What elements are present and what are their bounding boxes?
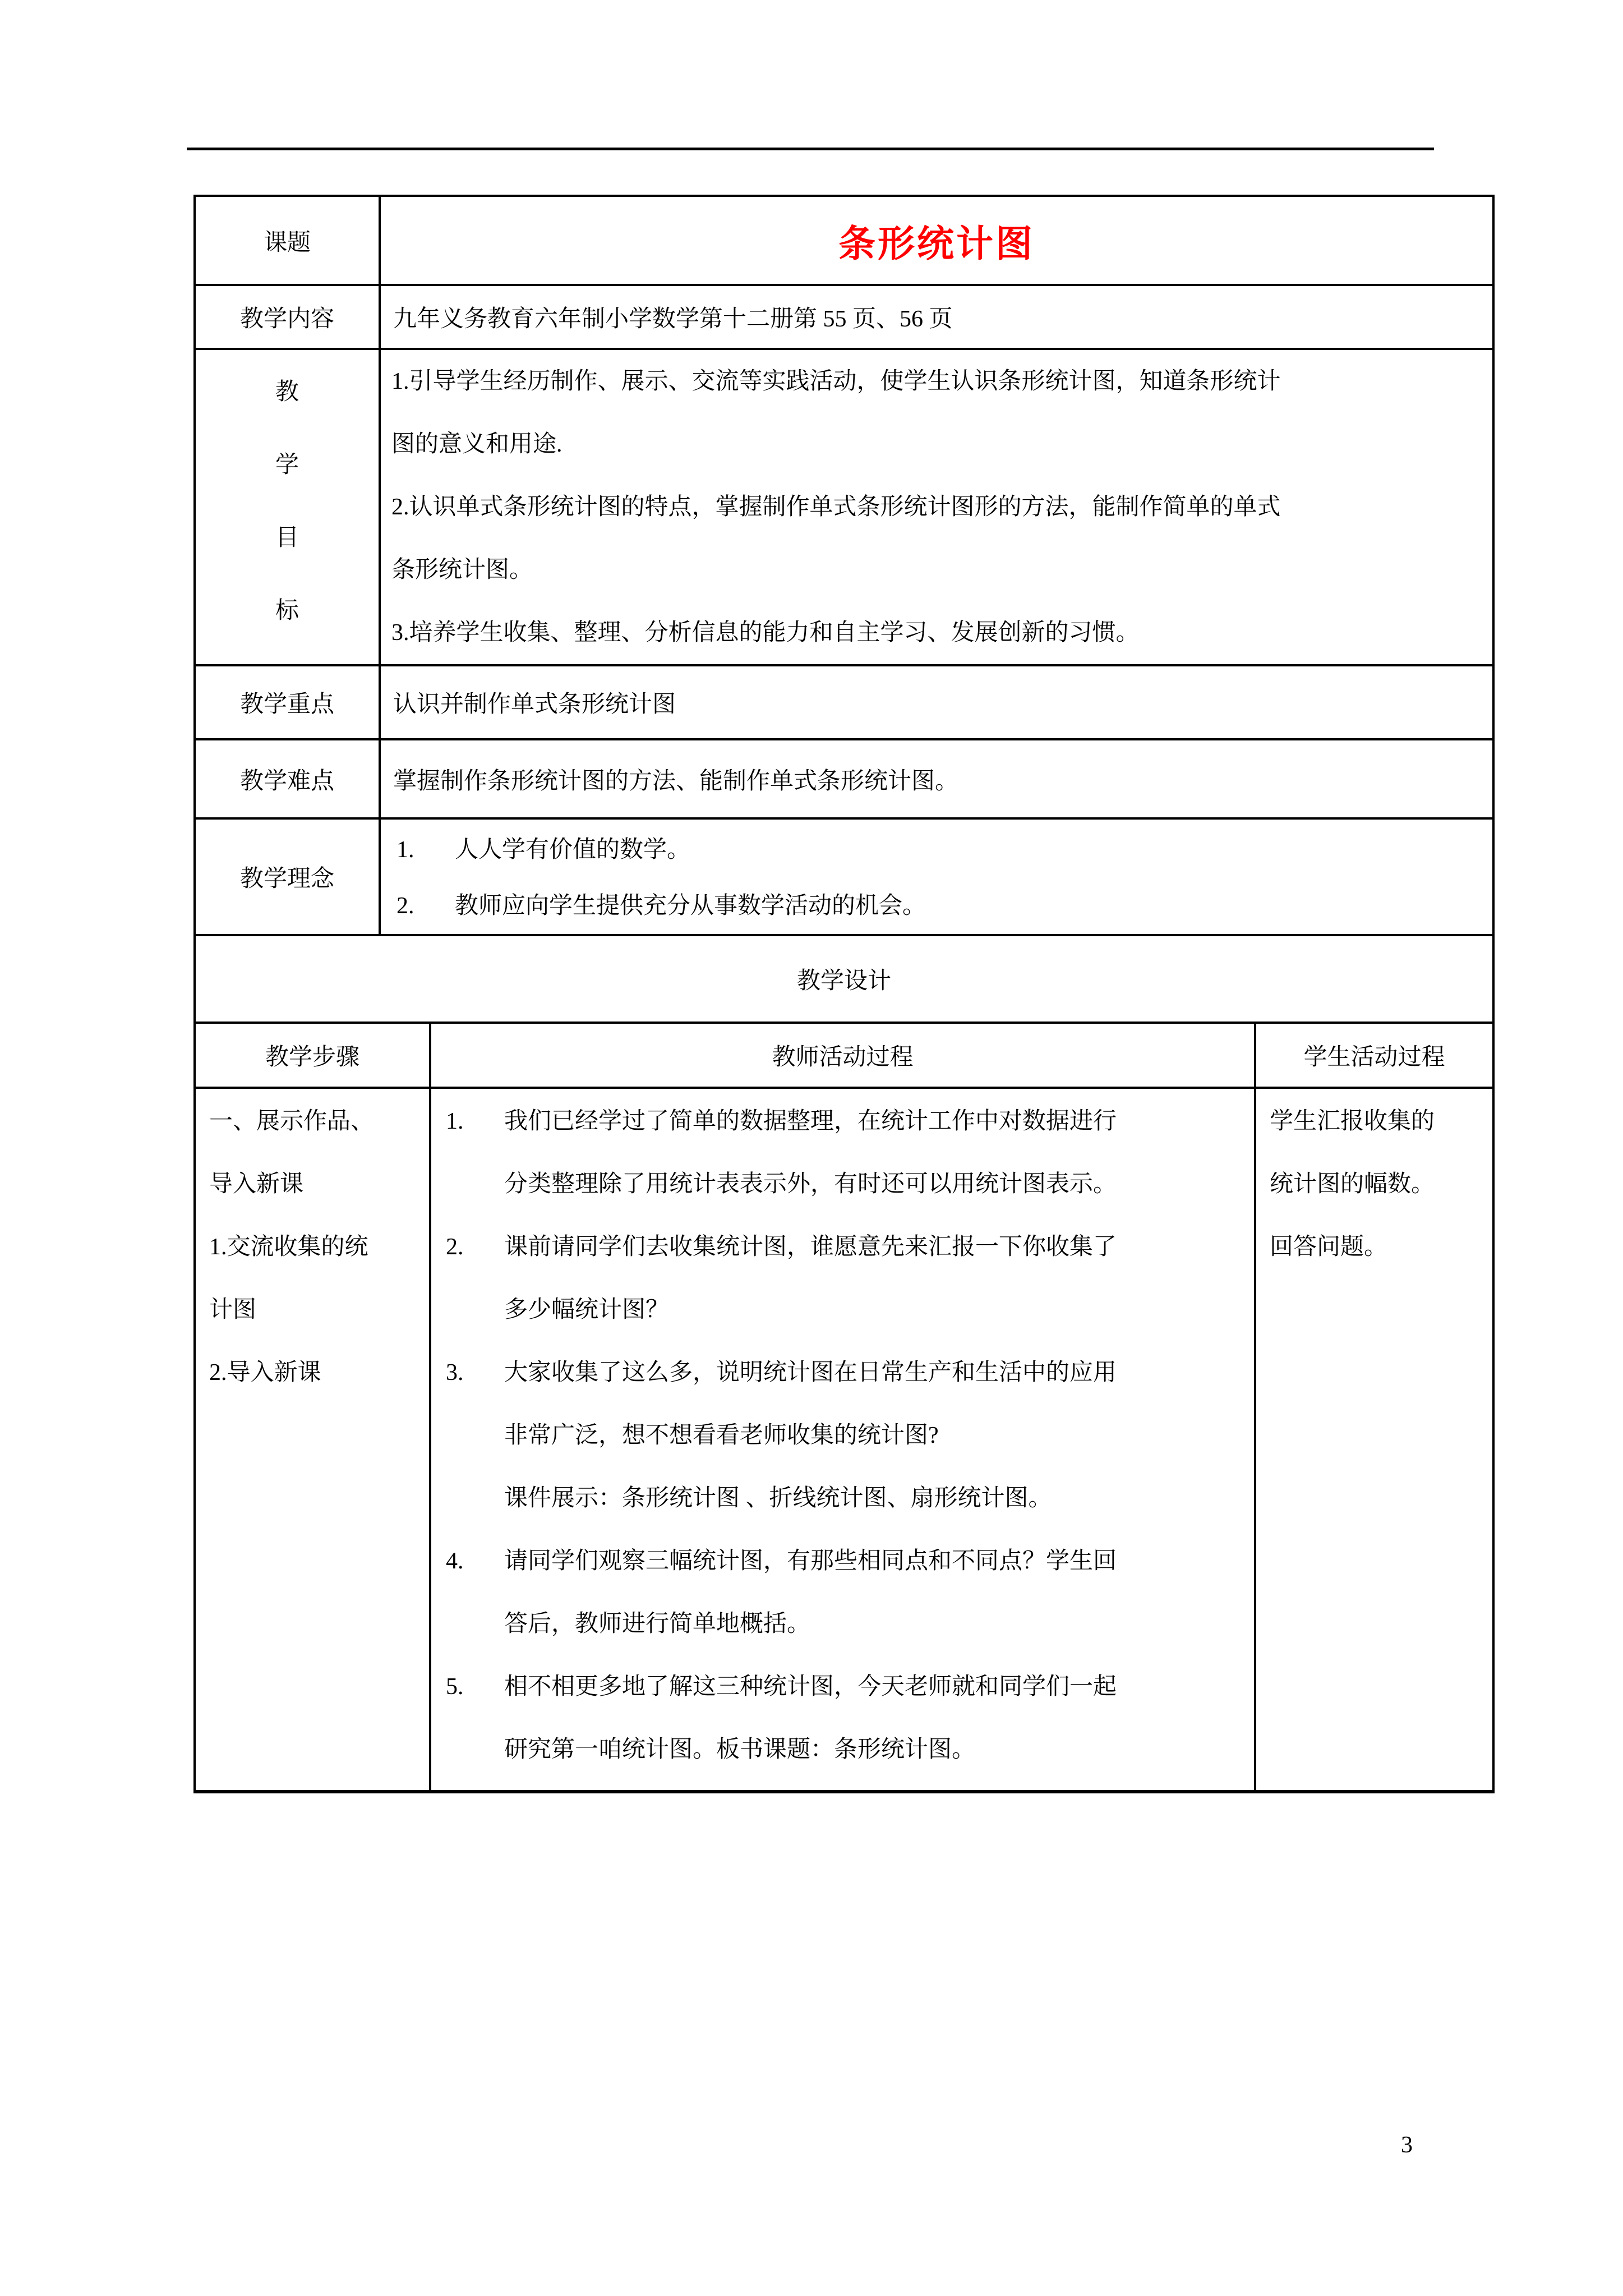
list-text: 多少幅统计图？: [504, 1297, 670, 1323]
text-line: 图的意义和用途.: [391, 431, 562, 457]
table-row-linian: [195, 818, 1493, 935]
list-line: [446, 1718, 1254, 1781]
list-text: 课件展示：条形统计图 、折线统计图、扇形统计图。: [504, 1485, 1052, 1511]
list-number: 2.: [446, 1234, 464, 1260]
list-line: [446, 1153, 1254, 1216]
text-line: 目: [275, 525, 299, 551]
list-line: [446, 1216, 1254, 1278]
list-line: [446, 1404, 1254, 1467]
linian-text: [380, 818, 1493, 935]
nandian-text: 掌握制作条形统计图的方法、能制作单式条形统计图。: [380, 739, 1493, 818]
lesson-design-table: [193, 934, 1495, 1793]
list-line: [446, 1341, 1254, 1404]
list-number: 1.: [396, 837, 414, 863]
text-line: 2.导入新课: [209, 1360, 321, 1386]
text-line: 条形统计图。: [391, 557, 533, 583]
table-row-design-content: [195, 1088, 1493, 1792]
list-text: 大家收集了这么多，说明统计图在日常生产和生活中的应用: [504, 1360, 1117, 1386]
list-text: 研究第一咱统计图。板书课题：条形统计图。: [504, 1737, 976, 1763]
text-line: 2.认识单式条形统计图的特点，掌握制作单式条形统计图形的方法，能制作简单的单式: [391, 494, 1281, 520]
table-row-zhongdian: [195, 665, 1493, 739]
table-row-mubiao: [195, 349, 1493, 665]
list-text: 人人学有价值的数学。: [455, 837, 691, 863]
text-line: 1.引导学生经历制作、展示、交流等实践活动，使学生认识条形统计图，知道条形统计: [391, 369, 1281, 394]
text-line: 学: [275, 452, 299, 478]
list-line: [446, 1530, 1254, 1593]
table-row-nandian: [195, 739, 1493, 818]
text-line: 一、展示作品、: [209, 1108, 375, 1134]
text-line: 计图: [209, 1297, 257, 1323]
text-line: 统计图的幅数。: [1270, 1171, 1435, 1197]
list-line: [446, 1278, 1254, 1341]
header-col-teacher: 教师活动过程: [430, 1023, 1255, 1088]
sheji-title: 教学设计: [195, 935, 1493, 1023]
list-text: 课前请同学们去收集统计图，谁愿意先来汇报一下你收集了: [504, 1234, 1117, 1260]
lesson-info-table: [193, 195, 1495, 936]
zhongdian-label: 教学重点: [195, 665, 380, 739]
header-rule: [187, 148, 1434, 150]
steps-text: [195, 1088, 430, 1792]
mubiao-label: [195, 349, 380, 665]
text-line: 1.交流收集的统: [209, 1234, 368, 1260]
table-row-design-header: [195, 1023, 1493, 1088]
text-line: 教: [275, 379, 299, 405]
table-row-sheji: [195, 935, 1493, 1023]
text-line: 标: [275, 598, 299, 624]
table-row-keti: [195, 196, 1493, 285]
list-line: [446, 1467, 1254, 1530]
keti-label: 课题: [195, 196, 380, 285]
list-number: 5.: [446, 1674, 464, 1700]
lesson-title: 条形统计图: [380, 196, 1493, 285]
list-text: 分类整理除了用统计表表示外，有时还可以用统计图表示。: [504, 1171, 1117, 1197]
page-number: 3: [1401, 2132, 1413, 2158]
list-line: [396, 822, 1492, 878]
student-activity-text: [1255, 1088, 1493, 1792]
list-text: 请同学们观察三幅统计图，有那些相同点和不同点？学生回: [504, 1548, 1117, 1574]
list-line: [446, 1593, 1254, 1655]
list-text: 非常广泛，想不想看看老师收集的统计图?: [504, 1423, 939, 1448]
text-line: 3.培养学生收集、整理、分析信息的能力和自主学习、发展创新的习惯。: [391, 620, 1140, 646]
mubiao-text: [380, 349, 1493, 665]
neirong-text: 九年义务教育六年制小学数学第十二册第 55 页、56 页: [380, 285, 1493, 349]
text-line: 回答问题。: [1270, 1234, 1388, 1260]
teacher-activity-text: [430, 1088, 1255, 1792]
list-line: [446, 1655, 1254, 1718]
list-number: 1.: [446, 1108, 464, 1134]
list-text: 相不相更多地了解这三种统计图，今天老师就和同学们一起: [504, 1674, 1117, 1700]
text-line: 学生汇报收集的: [1270, 1108, 1435, 1134]
lesson-plan-table: [193, 195, 1492, 1793]
text-line: 导入新课: [209, 1171, 304, 1197]
nandian-label: 教学难点: [195, 739, 380, 818]
table-row-neirong: [195, 285, 1493, 349]
list-number: 2.: [396, 893, 414, 919]
list-text: 我们已经学过了简单的数据整理，在统计工作中对数据进行: [504, 1108, 1117, 1134]
header-col-student: 学生活动过程: [1255, 1023, 1493, 1088]
zhongdian-text: 认识并制作单式条形统计图: [380, 665, 1493, 739]
list-number: 4.: [446, 1548, 464, 1574]
list-line: [446, 1090, 1254, 1153]
list-line: [396, 878, 1492, 934]
neirong-label: 教学内容: [195, 285, 380, 349]
header-col-steps: 教学步骤: [195, 1023, 430, 1088]
linian-label: 教学理念: [195, 818, 380, 935]
list-number: 3.: [446, 1360, 464, 1386]
list-text: 答后，教师进行简单地概括。: [504, 1611, 811, 1637]
list-text: 教师应向学生提供充分从事数学活动的机会。: [455, 893, 926, 919]
